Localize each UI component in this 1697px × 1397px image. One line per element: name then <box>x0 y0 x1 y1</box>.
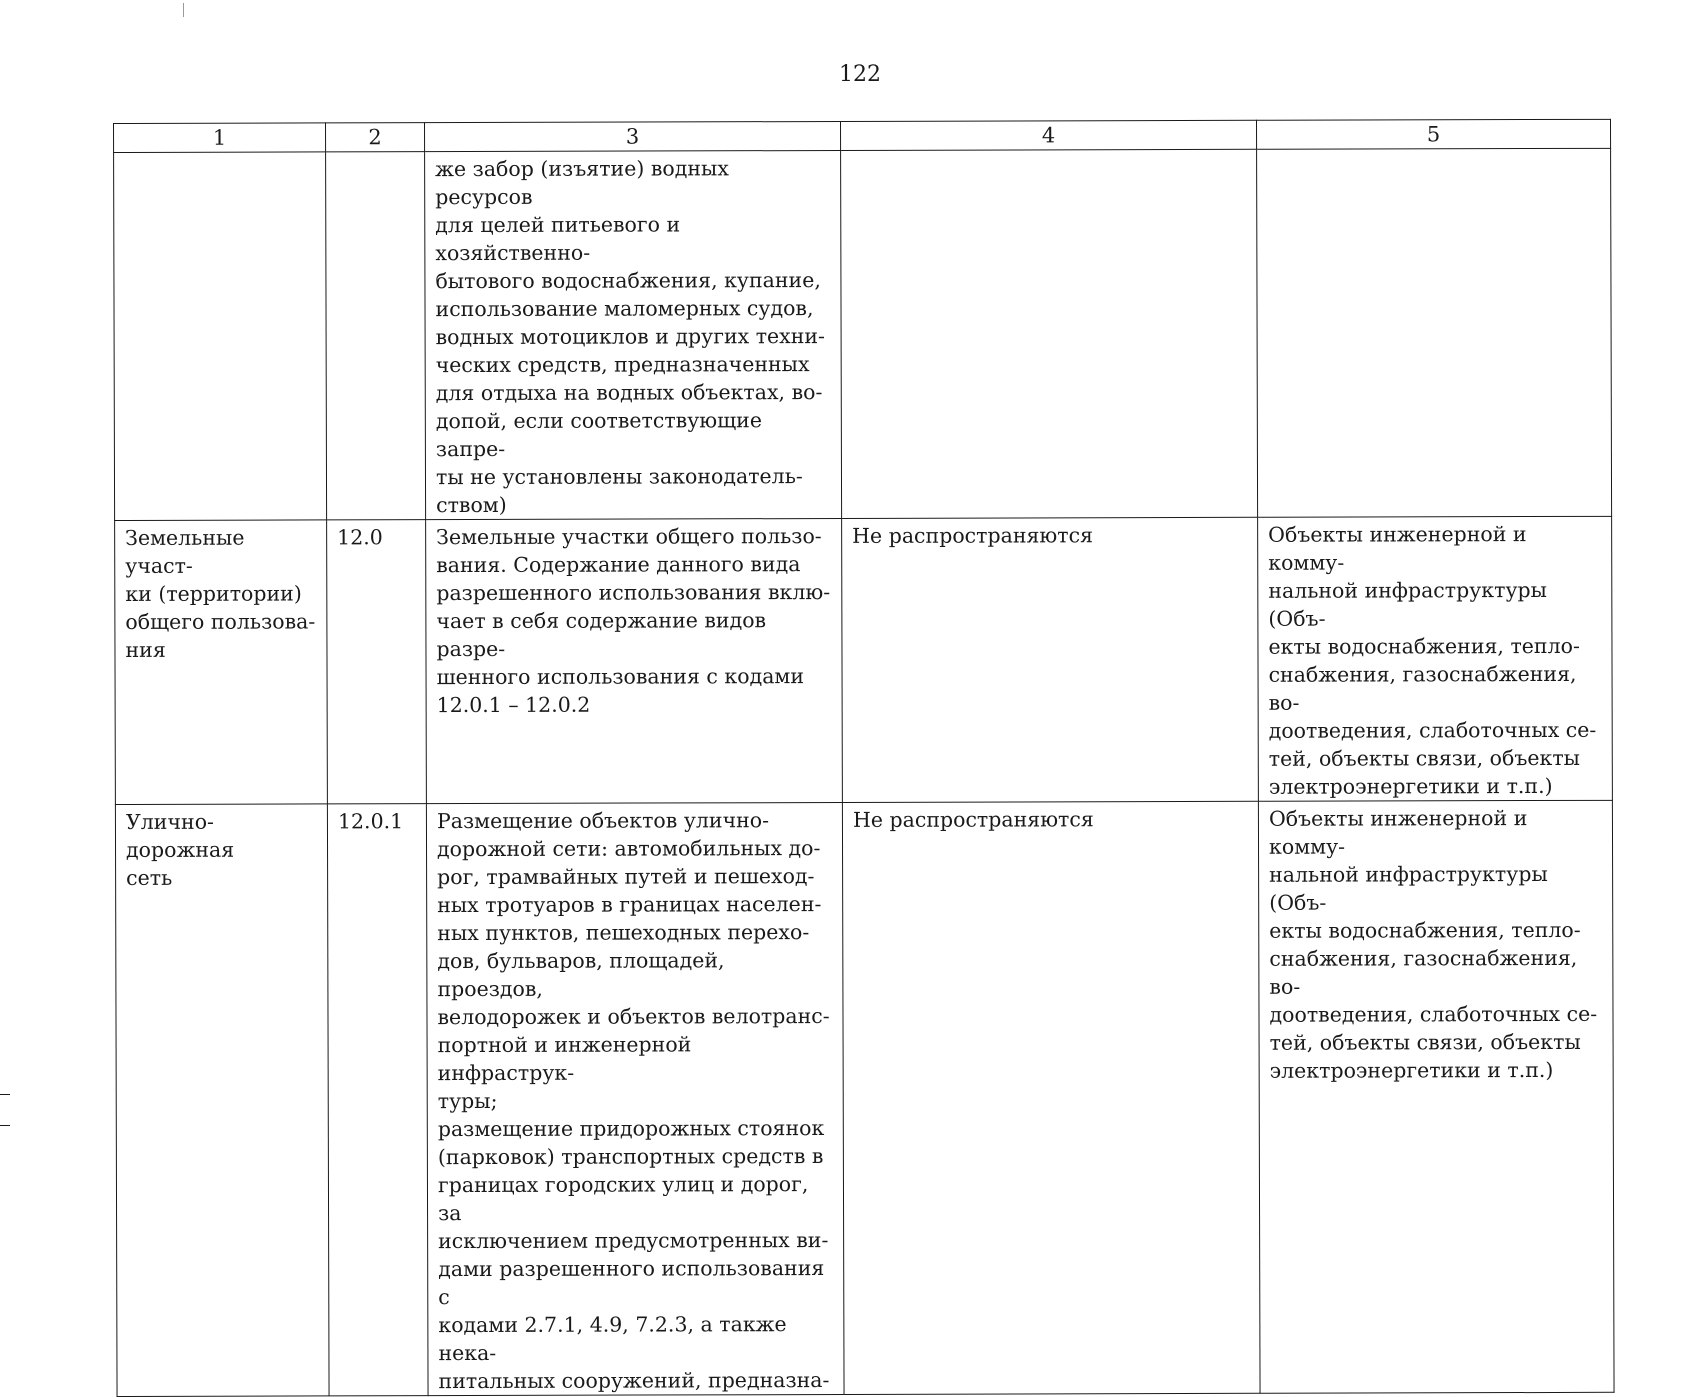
permitted-objects: Объекты инженерной и комму- нальной инфраструктуры (Объ- екты водоснабжения, тепло- снабжения, газоснабжения, во- доотведения, слаботочных се- тей, объекты связи, объекты электроэнергетики и т.п.) <box>1258 516 1613 801</box>
restriction-note: Не распространяются <box>842 517 1259 802</box>
permitted-objects: Объекты инженерной и комму- нальной инфраструктуры (Объ- екты водоснабжения, тепло- снабжения, газоснабжения, во- доотведения, слаботочных се- тей, объекты связи, объекты электроэнергетики и т.п.) <box>1258 800 1614 1393</box>
restriction-note: Не распространяются <box>842 801 1260 1394</box>
table-header-row <box>114 119 1611 152</box>
land-use-code <box>326 152 426 520</box>
permitted-objects <box>1257 148 1612 517</box>
column-number-3: 3 <box>425 121 841 151</box>
land-use-type-name: Земельные участ- ки (территории) общего пользова- ния <box>115 520 328 805</box>
column-number-1: 1 <box>114 123 326 153</box>
page-number: 122 <box>839 62 881 87</box>
column-number-4: 4 <box>840 120 1256 150</box>
land-use-description: же забор (изъятие) водных ресурсов для целей питьевого и хозяйственно- бытового водоснабжения, купание, использование маломерных судов, водных мотоциклов и других техни- ческих средств, предназначенных для отдыха на водных объектах, во- допой, если соответствующие запре- ты не установлены законодатель- ством) <box>425 150 842 519</box>
land-use-description: Размещение объектов улично- дорожной сети: автомобильных до- рог, трамвайных путей и пешеход- ных тротуаров в границах населен- ных пунктов, пешеходных перехо- дов, бульваров, площадей, проездов, велодорожек и объектов велотранс- портной и инженерной инфраструк- туры; размещение придорожных стоянок (парковок) транспортных средств в границах городских улиц и дорог, за исключением предусмотренных ви- дами разрешенного использования с кодами 2.7.1, 4.9, 7.2.3, а также нека- питальных сооружений, предназна- <box>426 802 844 1395</box>
land-use-type-name: Улично-дорожная сеть <box>115 804 329 1397</box>
table-row <box>114 148 1612 520</box>
column-number-5: 5 <box>1256 119 1610 149</box>
scan-artifact <box>183 3 184 17</box>
land-use-code: 12.0.1 <box>327 804 428 1396</box>
land-use-code: 12.0 <box>327 520 427 804</box>
margin-tick-mark <box>0 1125 10 1126</box>
table-row <box>115 800 1614 1396</box>
table-row <box>115 516 1613 804</box>
margin-tick-mark <box>0 1094 10 1095</box>
land-use-description: Земельные участки общего пользо- вания. Содержание данного вида разрешенного использования вклю- чает в себя содержание видов разре- шенного использования с кодами 12.0.1 – 12.0.2 <box>426 518 843 803</box>
column-number-2: 2 <box>326 123 425 152</box>
land-use-table <box>113 119 1615 1397</box>
restriction-note <box>841 149 1258 518</box>
land-use-type-name <box>114 152 327 521</box>
